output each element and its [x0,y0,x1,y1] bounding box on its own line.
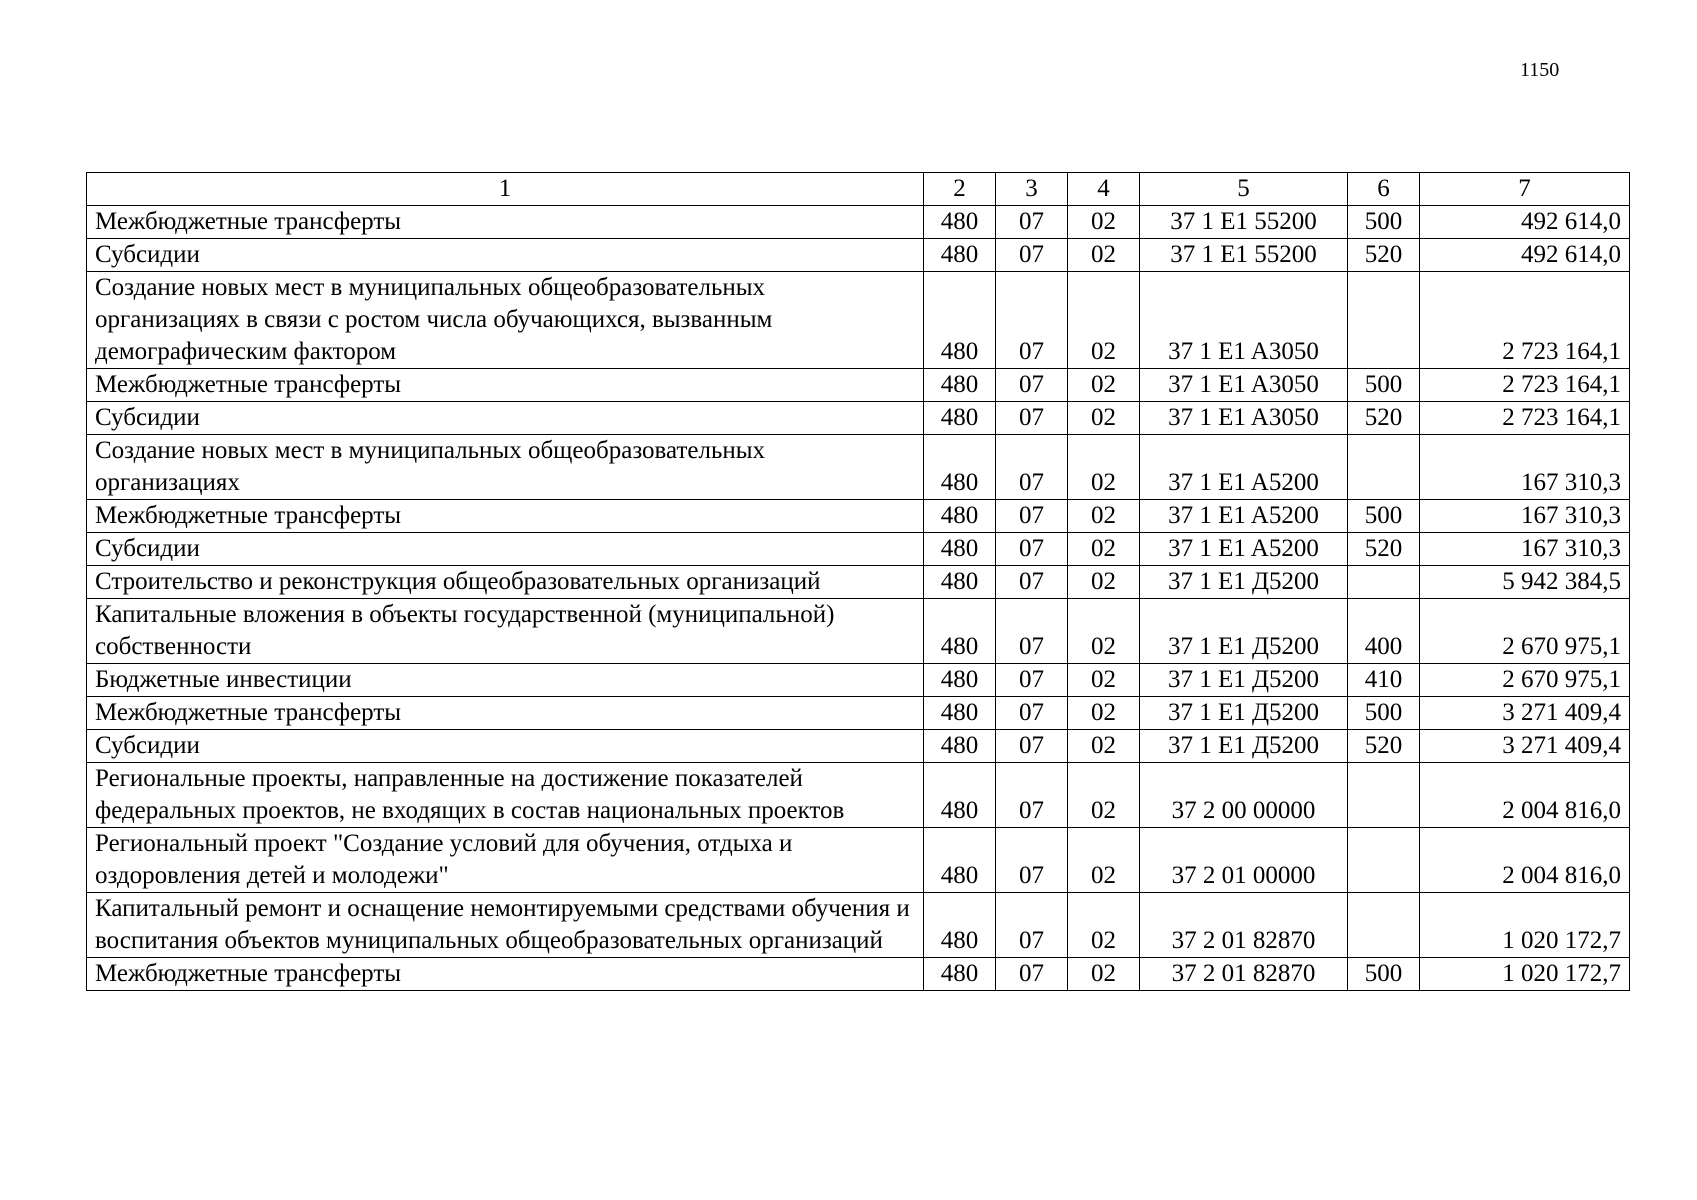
amount-cell: 2 670 975,1 [1420,599,1630,664]
header-cell: 6 [1348,173,1420,206]
subsection-cell: 02 [1068,206,1140,239]
target-article-cell: 37 1 E1 A3050 [1140,272,1348,369]
expense-type-cell [1348,763,1420,828]
row-name-cell: Создание новых мест в муниципальных общеобразовательных организациях в связи с ростом числа обучающихся, вызванным демографическим фактором [87,272,924,369]
target-article-cell: 37 1 E1 Д5200 [1140,566,1348,599]
amount-cell: 167 310,3 [1420,533,1630,566]
expense-type-cell: 400 [1348,599,1420,664]
subsection-cell: 02 [1068,664,1140,697]
row-name-cell: Субсидии [87,533,924,566]
page-number: 1150 [1520,59,1560,81]
table-row [87,533,1630,566]
amount-cell: 2 723 164,1 [1420,369,1630,402]
expense-type-cell: 520 [1348,533,1420,566]
row-name-cell: Межбюджетные трансферты [87,206,924,239]
subsection-cell: 02 [1068,533,1140,566]
target-article-cell: 37 1 E1 55200 [1140,206,1348,239]
target-article-cell: 37 1 E1 A3050 [1140,369,1348,402]
row-name-cell: Субсидии [87,730,924,763]
amount-cell: 2 004 816,0 [1420,763,1630,828]
table-row [87,435,1630,500]
section-cell: 07 [996,763,1068,828]
target-article-cell: 37 1 E1 55200 [1140,239,1348,272]
target-article-cell: 37 1 E1 Д5200 [1140,697,1348,730]
row-name-cell: Межбюджетные трансферты [87,697,924,730]
expense-type-cell [1348,893,1420,958]
code-cell: 480 [924,828,996,893]
row-name-cell: Создание новых мест в муниципальных общеобразовательных организациях [87,435,924,500]
target-article-cell: 37 1 E1 Д5200 [1140,664,1348,697]
amount-cell: 5 942 384,5 [1420,566,1630,599]
section-cell: 07 [996,239,1068,272]
header-cell: 7 [1420,173,1630,206]
row-name-cell: Капитальные вложения в объекты государственной (муниципальной) собственности [87,599,924,664]
table-row [87,272,1630,369]
code-cell: 480 [924,763,996,828]
target-article-cell: 37 1 E1 A5200 [1140,435,1348,500]
section-cell: 07 [996,533,1068,566]
code-cell: 480 [924,697,996,730]
subsection-cell: 02 [1068,435,1140,500]
code-cell: 480 [924,500,996,533]
subsection-cell: 02 [1068,763,1140,828]
code-cell: 480 [924,272,996,369]
section-cell: 07 [996,272,1068,369]
row-name-cell: Субсидии [87,402,924,435]
target-article-cell: 37 1 E1 A3050 [1140,402,1348,435]
section-cell: 07 [996,435,1068,500]
header-cell: 5 [1140,173,1348,206]
target-article-cell: 37 1 E1 Д5200 [1140,599,1348,664]
subsection-cell: 02 [1068,958,1140,991]
expense-type-cell: 500 [1348,369,1420,402]
expense-type-cell: 500 [1348,958,1420,991]
expense-type-cell: 520 [1348,730,1420,763]
code-cell: 480 [924,206,996,239]
subsection-cell: 02 [1068,828,1140,893]
code-cell: 480 [924,239,996,272]
subsection-cell: 02 [1068,730,1140,763]
section-cell: 07 [996,893,1068,958]
section-cell: 07 [996,958,1068,991]
code-cell: 480 [924,958,996,991]
subsection-cell: 02 [1068,239,1140,272]
amount-cell: 3 271 409,4 [1420,697,1630,730]
row-name-cell: Бюджетные инвестиции [87,664,924,697]
header-cell: 3 [996,173,1068,206]
subsection-cell: 02 [1068,402,1140,435]
target-article-cell: 37 2 01 00000 [1140,828,1348,893]
amount-cell: 2 004 816,0 [1420,828,1630,893]
code-cell: 480 [924,599,996,664]
table-row [87,958,1630,991]
subsection-cell: 02 [1068,566,1140,599]
table-row [87,402,1630,435]
target-article-cell: 37 2 01 82870 [1140,958,1348,991]
expense-type-cell: 520 [1348,239,1420,272]
code-cell: 480 [924,369,996,402]
code-cell: 480 [924,533,996,566]
row-name-cell: Межбюджетные трансферты [87,958,924,991]
budget-table [86,172,1630,991]
target-article-cell: 37 1 E1 Д5200 [1140,730,1348,763]
code-cell: 480 [924,730,996,763]
expense-type-cell: 500 [1348,206,1420,239]
table-row [87,206,1630,239]
table-row [87,828,1630,893]
section-cell: 07 [996,730,1068,763]
expense-type-cell [1348,566,1420,599]
code-cell: 480 [924,893,996,958]
table-row [87,599,1630,664]
amount-cell: 492 614,0 [1420,239,1630,272]
table-row [87,697,1630,730]
section-cell: 07 [996,697,1068,730]
table-row [87,893,1630,958]
expense-type-cell [1348,272,1420,369]
table-row [87,500,1630,533]
amount-cell: 167 310,3 [1420,500,1630,533]
row-name-cell: Межбюджетные трансферты [87,369,924,402]
expense-type-cell [1348,435,1420,500]
section-cell: 07 [996,828,1068,893]
amount-cell: 492 614,0 [1420,206,1630,239]
row-name-cell: Субсидии [87,239,924,272]
expense-type-cell: 500 [1348,500,1420,533]
target-article-cell: 37 2 00 00000 [1140,763,1348,828]
table-row [87,763,1630,828]
section-cell: 07 [996,206,1068,239]
amount-cell: 2 723 164,1 [1420,402,1630,435]
row-name-cell: Региональные проекты, направленные на достижение показателей федеральных проектов, не входящих в состав национальных проектов [87,763,924,828]
subsection-cell: 02 [1068,500,1140,533]
section-cell: 07 [996,599,1068,664]
amount-cell: 1 020 172,7 [1420,893,1630,958]
expense-type-cell: 520 [1348,402,1420,435]
section-cell: 07 [996,369,1068,402]
row-name-cell: Капитальный ремонт и оснащение немонтируемыми средствами обучения и воспитания объектов муниципальных общеобразовательных организаций [87,893,924,958]
section-cell: 07 [996,566,1068,599]
amount-cell: 3 271 409,4 [1420,730,1630,763]
target-article-cell: 37 1 E1 A5200 [1140,533,1348,566]
section-cell: 07 [996,664,1068,697]
section-cell: 07 [996,402,1068,435]
row-name-cell: Межбюджетные трансферты [87,500,924,533]
table-header-row [87,173,1630,206]
expense-type-cell: 410 [1348,664,1420,697]
target-article-cell: 37 1 E1 A5200 [1140,500,1348,533]
row-name-cell: Строительство и реконструкция общеобразовательных организаций [87,566,924,599]
table-row [87,369,1630,402]
table-row [87,730,1630,763]
table-row [87,566,1630,599]
section-cell: 07 [996,500,1068,533]
subsection-cell: 02 [1068,599,1140,664]
subsection-cell: 02 [1068,272,1140,369]
subsection-cell: 02 [1068,697,1140,730]
amount-cell: 167 310,3 [1420,435,1630,500]
code-cell: 480 [924,664,996,697]
header-cell: 4 [1068,173,1140,206]
header-cell: 2 [924,173,996,206]
table-row [87,664,1630,697]
subsection-cell: 02 [1068,369,1140,402]
expense-type-cell [1348,828,1420,893]
amount-cell: 2 723 164,1 [1420,272,1630,369]
amount-cell: 2 670 975,1 [1420,664,1630,697]
amount-cell: 1 020 172,7 [1420,958,1630,991]
target-article-cell: 37 2 01 82870 [1140,893,1348,958]
code-cell: 480 [924,435,996,500]
code-cell: 480 [924,566,996,599]
row-name-cell: Региональный проект "Создание условий для обучения, отдыха и оздоровления детей и молодежи" [87,828,924,893]
expense-type-cell: 500 [1348,697,1420,730]
header-cell: 1 [87,173,924,206]
subsection-cell: 02 [1068,893,1140,958]
code-cell: 480 [924,402,996,435]
table-row [87,239,1630,272]
